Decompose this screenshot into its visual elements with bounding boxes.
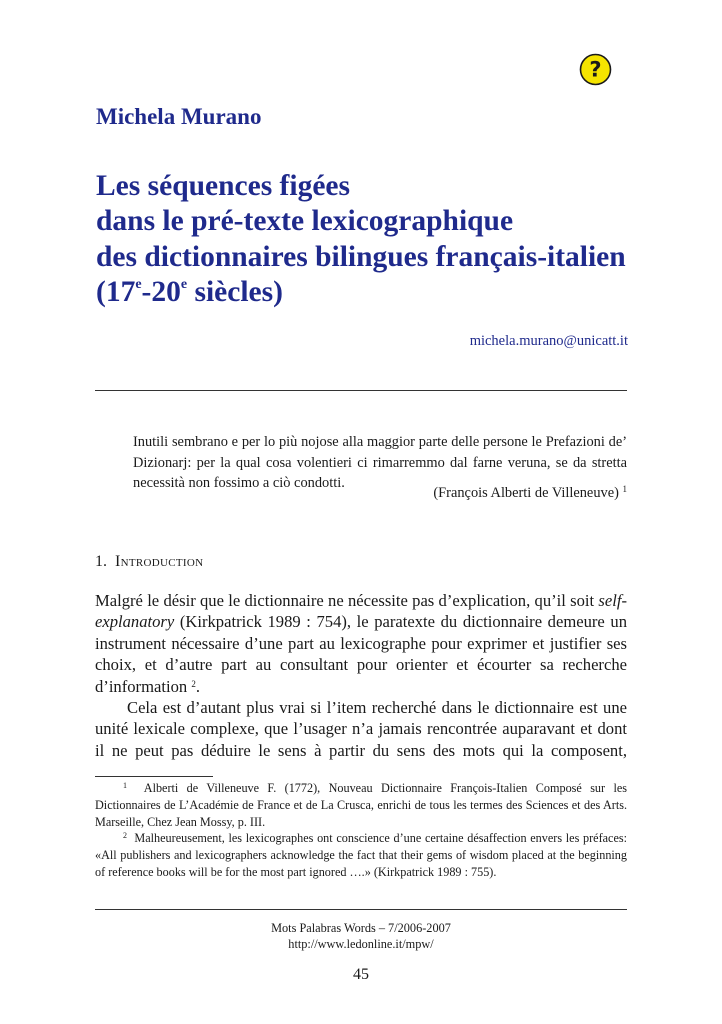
footnote-1: $^1$ Alberti de Villeneuve F. (1772), Nouveau Dictionnaire François-Italien Composé sur les Dictionnaires de L’Académie de France et de La Crusca, enrichi de tous les termes des Sciences et des Arts. Marseille, Chez Jean Mossy, p. III.: [95, 781, 628, 829]
title-line-2: dans le pré-texte lexicographique: [96, 205, 514, 238]
page-footer: [95, 920, 627, 952]
footnote-divider: [95, 776, 213, 777]
paragraph-2: Cela est d’autant plus vrai si l’item recherché dans le dictionnaire est une unité lexicale complexe, que l’usager n’a jamais rencontrée auparavant et dont il ne peut pas déduire le sens à partir du sens des mots qui la composent,: [95, 698, 627, 760]
author-email-link[interactable]: michela.murano@unicatt.it: [469, 333, 628, 349]
author-name: Michela Murano: [96, 104, 262, 129]
body-text: [95, 590, 627, 761]
page-number: 45: [353, 966, 369, 983]
footnote-ref-1[interactable]: 1: [622, 484, 627, 494]
article-title: [96, 169, 656, 310]
title-line-3: des dictionnaires bilingues français-italien: [96, 240, 626, 273]
footer-divider: [95, 909, 627, 910]
footnote-2: $^2$ Malheureusement, les lexicographes ont conscience d’une certaine désaffection envers les préfaces: «All publishers and lexicographers acknowledge the fact that their gems of wisdom placed at the beginning of reference books will be for the most part ignored ….» (Kirkpatrick 1989 : 755).: [95, 831, 627, 879]
svg-text:?: ?: [589, 57, 602, 82]
journal-name: Mots Palabras Words – 7/2006-2007: [271, 921, 451, 935]
footnotes: [95, 780, 627, 881]
title-line-4: (17e-20e siècles): [96, 275, 283, 308]
journal-url-link[interactable]: http://www.ledonline.it/mpw/: [288, 937, 434, 951]
section-heading: 1. Introduction: [95, 553, 204, 570]
footnote-ref-2[interactable]: 2: [191, 678, 196, 689]
epigraph-quote: Inutili sembrano e per lo più nojose alla maggior parte delle persone le Prefazioni de’ Dizionarj: per la qual cosa volentieri ci rimarremmo dal farne veruna, se da stretta necessità non fossimo a ciò condotti.: [133, 434, 627, 491]
paragraph-1: Malgré le désir que le dictionnaire ne nécessite pas d’explication, qu’il soit self-explanatory (Kirkpatrick 1989 : 754), le paratexte du dictionnaire demeure un instrument nécessaire d’une part au lexicographe pour exprimer et justifier ses choix, et d’autre part au consultant pour orienter et écourter sa recherche d’information $^2$.: [95, 591, 627, 696]
header-divider: [95, 390, 627, 391]
title-line-1: Les séquences figées: [96, 170, 350, 202]
help-question-icon[interactable]: [579, 53, 612, 86]
epigraph-source: (François Alberti de Villeneuve) $^1$: [433, 484, 627, 501]
